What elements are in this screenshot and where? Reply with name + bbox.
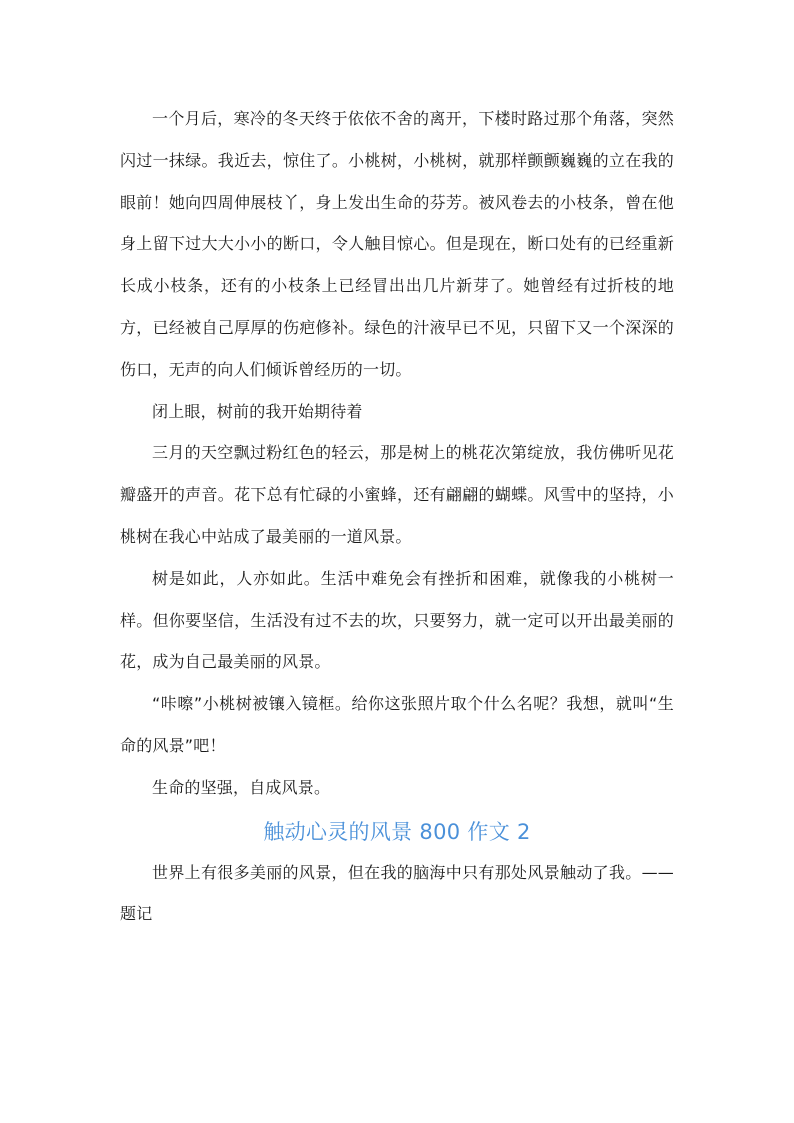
paragraph: 世界上有很多美丽的风景，但在我的脑海中只有那处风景触动了我。——题记 (120, 862, 674, 924)
document-body (120, 98, 674, 935)
paragraph: “咔嚓”小桃树被镶入镜框。给你这张照片取个什么名呢？我想，就叫“生命的风景”吧！ (120, 694, 674, 755)
paragraph: 三月的天空飘过粉红色的轻云，那是树上的桃花次第绽放，我仿佛听见花瓣盛开的声音。花下总有忙碌的小蜜蜂，还有翩翩的蝴蝶。风雪中的坚持，小桃树在我心中站成了最美丽的一道风景。 (120, 443, 674, 546)
paragraph: 闭上眼，树前的我开始期待着 (152, 401, 363, 421)
paragraph: 一个月后，寒冷的冬天终于依依不舍的离开，下楼时路过那个角落，突然闪过一抹绿。我近去，惊住了。小桃树，小桃树，就那样颤颤巍巍的立在我的眼前！她向四周伸展枝丫，身上发出生命的芬芳。被风卷去的小枝条，曾在他身上留下过大大小小的断口，令人触目惊心。但是现在，断口处有的已经重新长成小枝条，还有的小枝条上已经冒出出几片新芽了。她曾经有过折枝的地方，已经被自己厚厚的伤疤修补。绿色的汁液早已不见，只留下又一个深深的伤口，无声的向人们倾诉曾经历的一切。 (120, 109, 674, 379)
paragraph: 生命的坚强，自成风景。 (152, 777, 331, 797)
section-heading: 触动心灵的风景 800 作文 2 (263, 819, 531, 844)
paragraph: 树是如此，人亦如此。生活中难免会有挫折和困难，就像我的小桃树一样。但你要坚信，生活没有过不去的坎，只要努力，就一定可以开出最美丽的花，成为自己最美丽的风景。 (120, 568, 674, 672)
